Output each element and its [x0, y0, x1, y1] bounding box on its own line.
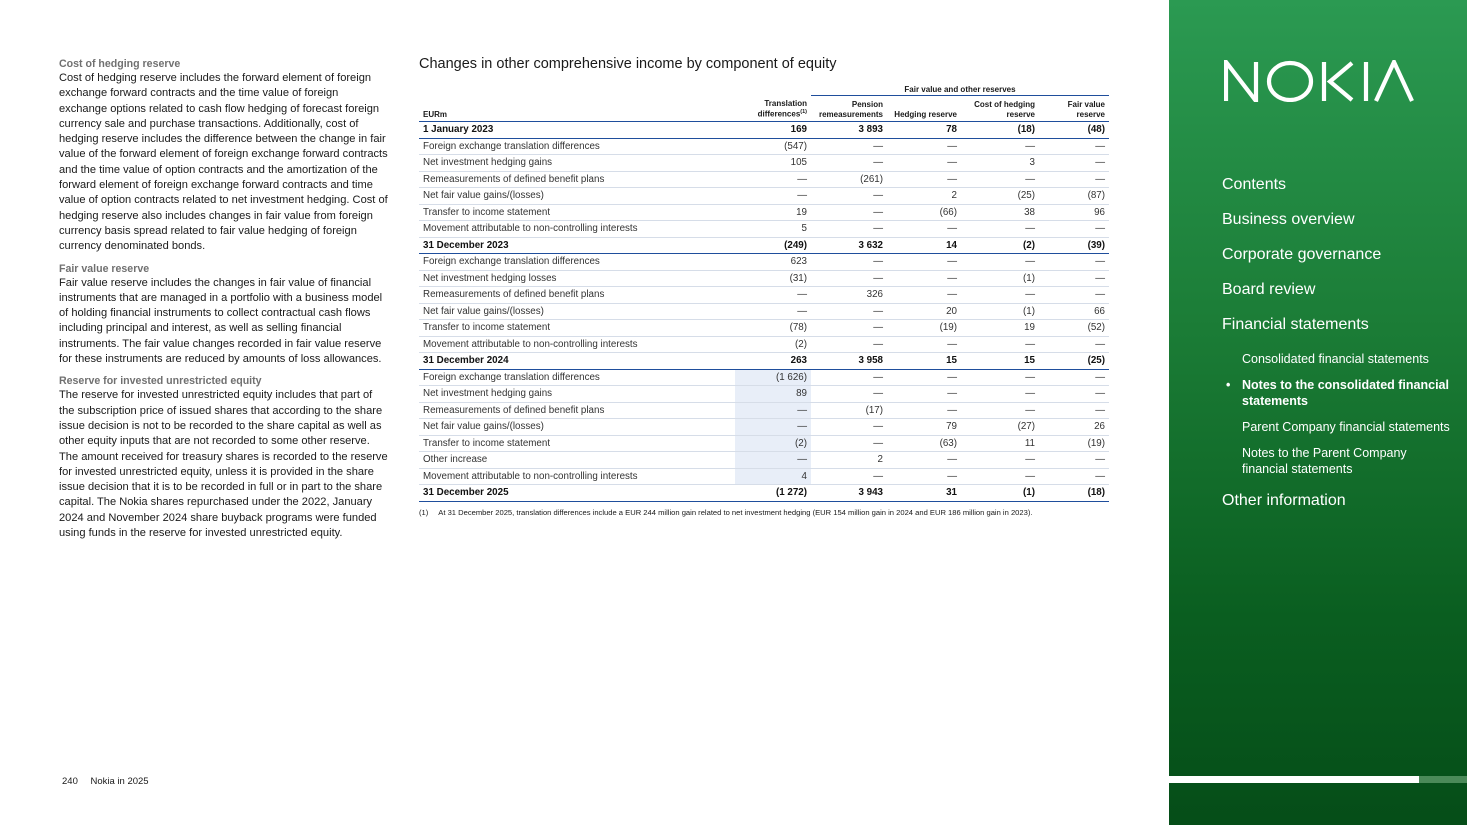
- row-label: Remeasurements of defined benefit plans: [419, 287, 735, 304]
- table-row: [419, 237, 1109, 254]
- table-cell: (19): [1039, 435, 1109, 452]
- table-cell: 326: [811, 287, 887, 304]
- body-text-column: [59, 57, 389, 548]
- table-cell: —: [811, 320, 887, 337]
- table-cell: —: [811, 188, 887, 205]
- table-cell: (78): [735, 320, 811, 337]
- row-label: Net fair value gains/(losses): [419, 303, 735, 320]
- table-cell: —: [887, 254, 961, 271]
- col-header-fair-value: Fair value reserve: [1039, 96, 1109, 122]
- table-cell: —: [735, 419, 811, 436]
- table-cell: —: [887, 386, 961, 403]
- table-cell: (27): [961, 419, 1039, 436]
- table-cell: (48): [1039, 122, 1109, 139]
- table-cell: 2: [811, 452, 887, 469]
- table-cell: —: [811, 419, 887, 436]
- table-cell: 3 943: [811, 485, 887, 502]
- table-cell: —: [961, 386, 1039, 403]
- table-cell: (18): [961, 122, 1039, 139]
- table-row: [419, 122, 1109, 139]
- table-cell: —: [961, 221, 1039, 238]
- section-paragraph: Fair value reserve includes the changes in fair value of financial instruments that are managed in a portfolio with a business model of holding financial instruments to collect contractual cash flows including principal and interest, as well as selling financial instruments. The fair value changes recorded in fair value reserve for these instruments are reduced by amounts of loss allowances.: [59, 276, 383, 366]
- table-cell: —: [887, 270, 961, 287]
- progress-bar: [1169, 776, 1419, 783]
- table-row: [419, 435, 1109, 452]
- nav-item[interactable]: • Notes to the consolidated financial statements: [1242, 377, 1452, 409]
- section-heading: Fair value reserve: [59, 262, 150, 275]
- table-row: [419, 336, 1109, 353]
- table-cell: —: [811, 435, 887, 452]
- progress-bar-track: [1419, 776, 1467, 783]
- table-cell: —: [811, 138, 887, 155]
- table-cell: —: [887, 336, 961, 353]
- section-paragraph: The reserve for invested unrestricted equity includes that part of the subscription price of issued shares that according to the share issue decision is not to be recorded to the share capital as well as other equity inputs that are not recorded to some other reserve. The amount received for treasury shares is recorded to the reserve for invested unrestricted equity, unless it is provided in the share issue decision that it is to be recorded in full or in part to the share capital. The Nokia shares repurchased under the 2022, January 2024 and November 2024 share buyback programs were funded using funds in the reserve for invested unrestricted equity.: [59, 389, 388, 540]
- nav-item[interactable]: Consolidated financial statements: [1242, 352, 1429, 366]
- table-cell: —: [887, 221, 961, 238]
- table-cell: —: [961, 138, 1039, 155]
- table-row: [419, 171, 1109, 188]
- table-cell: 3: [961, 155, 1039, 172]
- table-cell: —: [887, 369, 961, 386]
- table-cell: (1): [961, 485, 1039, 502]
- table-row: [419, 419, 1109, 436]
- table-cell: 19: [735, 204, 811, 221]
- table-row: [419, 204, 1109, 221]
- nav-item[interactable]: Parent Company financial statements: [1242, 420, 1450, 434]
- table-cell: —: [1039, 171, 1109, 188]
- table-row: [419, 287, 1109, 304]
- table-row: [419, 353, 1109, 370]
- table-cell: —: [811, 369, 887, 386]
- row-label: Foreign exchange translation differences: [419, 138, 735, 155]
- table-cell: —: [1039, 369, 1109, 386]
- table-cell: 105: [735, 155, 811, 172]
- row-label: Transfer to income statement: [419, 435, 735, 452]
- page-number: 240: [62, 776, 78, 787]
- table-cell: (52): [1039, 320, 1109, 337]
- table-cell: (2): [961, 237, 1039, 254]
- table-cell: 3 893: [811, 122, 887, 139]
- table-cell: —: [735, 452, 811, 469]
- row-label: 31 December 2024: [419, 353, 735, 370]
- table-cell: (1 626): [735, 369, 811, 386]
- footnote-marker: (1): [419, 508, 429, 517]
- col-header-eurm: EURm: [419, 96, 735, 122]
- table-cell: (2): [735, 435, 811, 452]
- table-cell: 4: [735, 468, 811, 485]
- table-cell: (547): [735, 138, 811, 155]
- table-cell: 169: [735, 122, 811, 139]
- table-cell: 79: [887, 419, 961, 436]
- table-cell: —: [811, 468, 887, 485]
- table-cell: —: [887, 287, 961, 304]
- table-cell: 78: [887, 122, 961, 139]
- nav-item[interactable]: Business overview: [1222, 211, 1355, 228]
- row-label: Movement attributable to non-controlling interests: [419, 221, 735, 238]
- row-label: Net fair value gains/(losses): [419, 188, 735, 205]
- table-row: [419, 452, 1109, 469]
- table-cell: —: [887, 171, 961, 188]
- row-label: 31 December 2023: [419, 237, 735, 254]
- table-cell: —: [887, 138, 961, 155]
- nav-item[interactable]: Financial statements: [1222, 316, 1369, 333]
- nokia-logo: [1224, 60, 1414, 107]
- table-cell: —: [811, 204, 887, 221]
- table-cell: 623: [735, 254, 811, 271]
- table-cell: —: [735, 287, 811, 304]
- table-cell: (25): [961, 188, 1039, 205]
- table-cell: 14: [887, 237, 961, 254]
- section-heading: Cost of hedging reserve: [59, 58, 181, 70]
- table-row: [419, 155, 1109, 172]
- table-cell: —: [961, 369, 1039, 386]
- table-cell: —: [961, 468, 1039, 485]
- table-row: [419, 303, 1109, 320]
- row-label: Remeasurements of defined benefit plans: [419, 171, 735, 188]
- table-cell: —: [961, 402, 1039, 419]
- table-cell: —: [811, 303, 887, 320]
- row-label: 31 December 2025: [419, 485, 735, 502]
- table-row: [419, 402, 1109, 419]
- table-row: [419, 138, 1109, 155]
- table-cell: (1 272): [735, 485, 811, 502]
- row-label: Foreign exchange translation differences: [419, 369, 735, 386]
- section-heading: Reserve for invested unrestricted equity: [59, 375, 262, 388]
- table-cell: —: [1039, 452, 1109, 469]
- table-cell: —: [887, 402, 961, 419]
- nav-item[interactable]: Corporate governance: [1222, 246, 1382, 263]
- table-cell: —: [961, 336, 1039, 353]
- table-cell: (25): [1039, 353, 1109, 370]
- sidebar: [1169, 0, 1467, 825]
- table-cell: (1): [961, 270, 1039, 287]
- table-cell: (17): [811, 402, 887, 419]
- table-cell: —: [887, 468, 961, 485]
- table-cell: (249): [735, 237, 811, 254]
- table-cell: (19): [887, 320, 961, 337]
- row-label: Other increase: [419, 452, 735, 469]
- table-cell: (31): [735, 270, 811, 287]
- table-row: [419, 386, 1109, 403]
- table-cell: (66): [887, 204, 961, 221]
- row-label: 1 January 2023: [419, 122, 735, 139]
- table-cell: —: [1039, 287, 1109, 304]
- table-cell: —: [1039, 336, 1109, 353]
- group-header: Fair value and other reserves: [811, 82, 1109, 96]
- table-cell: —: [811, 270, 887, 287]
- table-row: [419, 270, 1109, 287]
- table-cell: —: [887, 452, 961, 469]
- section-paragraph: Cost of hedging reserve includes the forward element of foreign exchange forward contracts and the time value of foreign exchange options related to cash flow hedging of forecast foreign currency sale and purchase transactions. Additionally, cost of hedging reserve includes the difference between the change in fair value of the forward element of foreign exchange forward contracts and the time value of option contracts and the amortization of the forward element of foreign exchange forward contracts and time value of option contracts related to net investment hedging. Cost of hedging reserve also includes changes in fair value from foreign currency basis spread related to fair value hedging of foreign currency denominated bonds.: [59, 72, 388, 253]
- table-cell: —: [887, 155, 961, 172]
- table-cell: 20: [887, 303, 961, 320]
- table-cell: —: [811, 336, 887, 353]
- table-cell: —: [1039, 402, 1109, 419]
- table-cell: —: [735, 303, 811, 320]
- table-cell: —: [961, 287, 1039, 304]
- table-cell: (261): [811, 171, 887, 188]
- table-cell: (87): [1039, 188, 1109, 205]
- table-cell: 2: [887, 188, 961, 205]
- nokia-logo-icon: [1224, 60, 1414, 102]
- table-cell: 96: [1039, 204, 1109, 221]
- nav-item[interactable]: Board review: [1222, 281, 1316, 298]
- table-cell: (2): [735, 336, 811, 353]
- table-cell: —: [1039, 221, 1109, 238]
- table-cell: —: [961, 452, 1039, 469]
- table-cell: (1): [961, 303, 1039, 320]
- equity-changes-table: [419, 82, 1109, 502]
- row-label: Net investment hedging gains: [419, 155, 735, 172]
- table-cell: —: [735, 402, 811, 419]
- table-cell: —: [735, 171, 811, 188]
- table-cell: 15: [961, 353, 1039, 370]
- nav-item[interactable]: Notes to the Parent Company financial statements: [1242, 446, 1407, 476]
- table-cell: —: [1039, 254, 1109, 271]
- row-label: Movement attributable to non-controlling interests: [419, 336, 735, 353]
- page-footer: [62, 776, 159, 787]
- table-cell: 11: [961, 435, 1039, 452]
- table-cell: —: [811, 386, 887, 403]
- table-cell: (39): [1039, 237, 1109, 254]
- table-cell: 3 958: [811, 353, 887, 370]
- table-cell: —: [1039, 138, 1109, 155]
- row-label: Remeasurements of defined benefit plans: [419, 402, 735, 419]
- table-cell: —: [735, 188, 811, 205]
- row-label: Transfer to income statement: [419, 204, 735, 221]
- table-cell: (18): [1039, 485, 1109, 502]
- table-cell: —: [811, 254, 887, 271]
- table-cell: 38: [961, 204, 1039, 221]
- table-title: Changes in other comprehensive income by component of equity: [419, 56, 837, 72]
- footnote-text: At 31 December 2025, translation differences include a EUR 244 million gain related to net investment hedging (EUR 154 million gain in 2024 and EUR 186 million gain in 2023).: [438, 508, 1033, 517]
- table-row: [419, 188, 1109, 205]
- document-name: Nokia in 2025: [90, 776, 149, 787]
- table-row: [419, 369, 1109, 386]
- table-cell: 89: [735, 386, 811, 403]
- table-cell: 19: [961, 320, 1039, 337]
- row-label: Net fair value gains/(losses): [419, 419, 735, 436]
- col-header-translation: Translation differences$^{(1)}$: [735, 96, 811, 122]
- col-header-cost-of-hedging: Cost of hedging reserve: [961, 96, 1039, 122]
- table-cell: 5: [735, 221, 811, 238]
- col-header-pension: Pension remeasurements: [811, 96, 887, 122]
- nav-item[interactable]: Other information: [1222, 492, 1346, 509]
- table-row: [419, 320, 1109, 337]
- table-cell: 15: [887, 353, 961, 370]
- sidebar-nav: [1222, 176, 1452, 527]
- row-label: Transfer to income statement: [419, 320, 735, 337]
- table-cell: —: [1039, 155, 1109, 172]
- table-cell: —: [1039, 270, 1109, 287]
- row-label: Movement attributable to non-controlling interests: [419, 468, 735, 485]
- table-cell: —: [1039, 386, 1109, 403]
- table-cell: —: [961, 171, 1039, 188]
- table-cell: —: [961, 254, 1039, 271]
- nav-item[interactable]: Contents: [1222, 176, 1287, 193]
- table-cell: —: [811, 221, 887, 238]
- row-label: Net investment hedging gains: [419, 386, 735, 403]
- table-cell: (63): [887, 435, 961, 452]
- row-label: Foreign exchange translation differences: [419, 254, 735, 271]
- table-footnote: [419, 508, 1033, 517]
- table-cell: 31: [887, 485, 961, 502]
- table-cell: 66: [1039, 303, 1109, 320]
- table-row: [419, 254, 1109, 271]
- row-label: Net investment hedging losses: [419, 270, 735, 287]
- table-row: [419, 485, 1109, 502]
- table-cell: —: [811, 155, 887, 172]
- table-cell: 3 632: [811, 237, 887, 254]
- table-cell: 263: [735, 353, 811, 370]
- table-cell: —: [1039, 468, 1109, 485]
- table-row: [419, 468, 1109, 485]
- table-row: [419, 221, 1109, 238]
- col-header-hedging: Hedging reserve: [887, 96, 961, 122]
- table-cell: 26: [1039, 419, 1109, 436]
